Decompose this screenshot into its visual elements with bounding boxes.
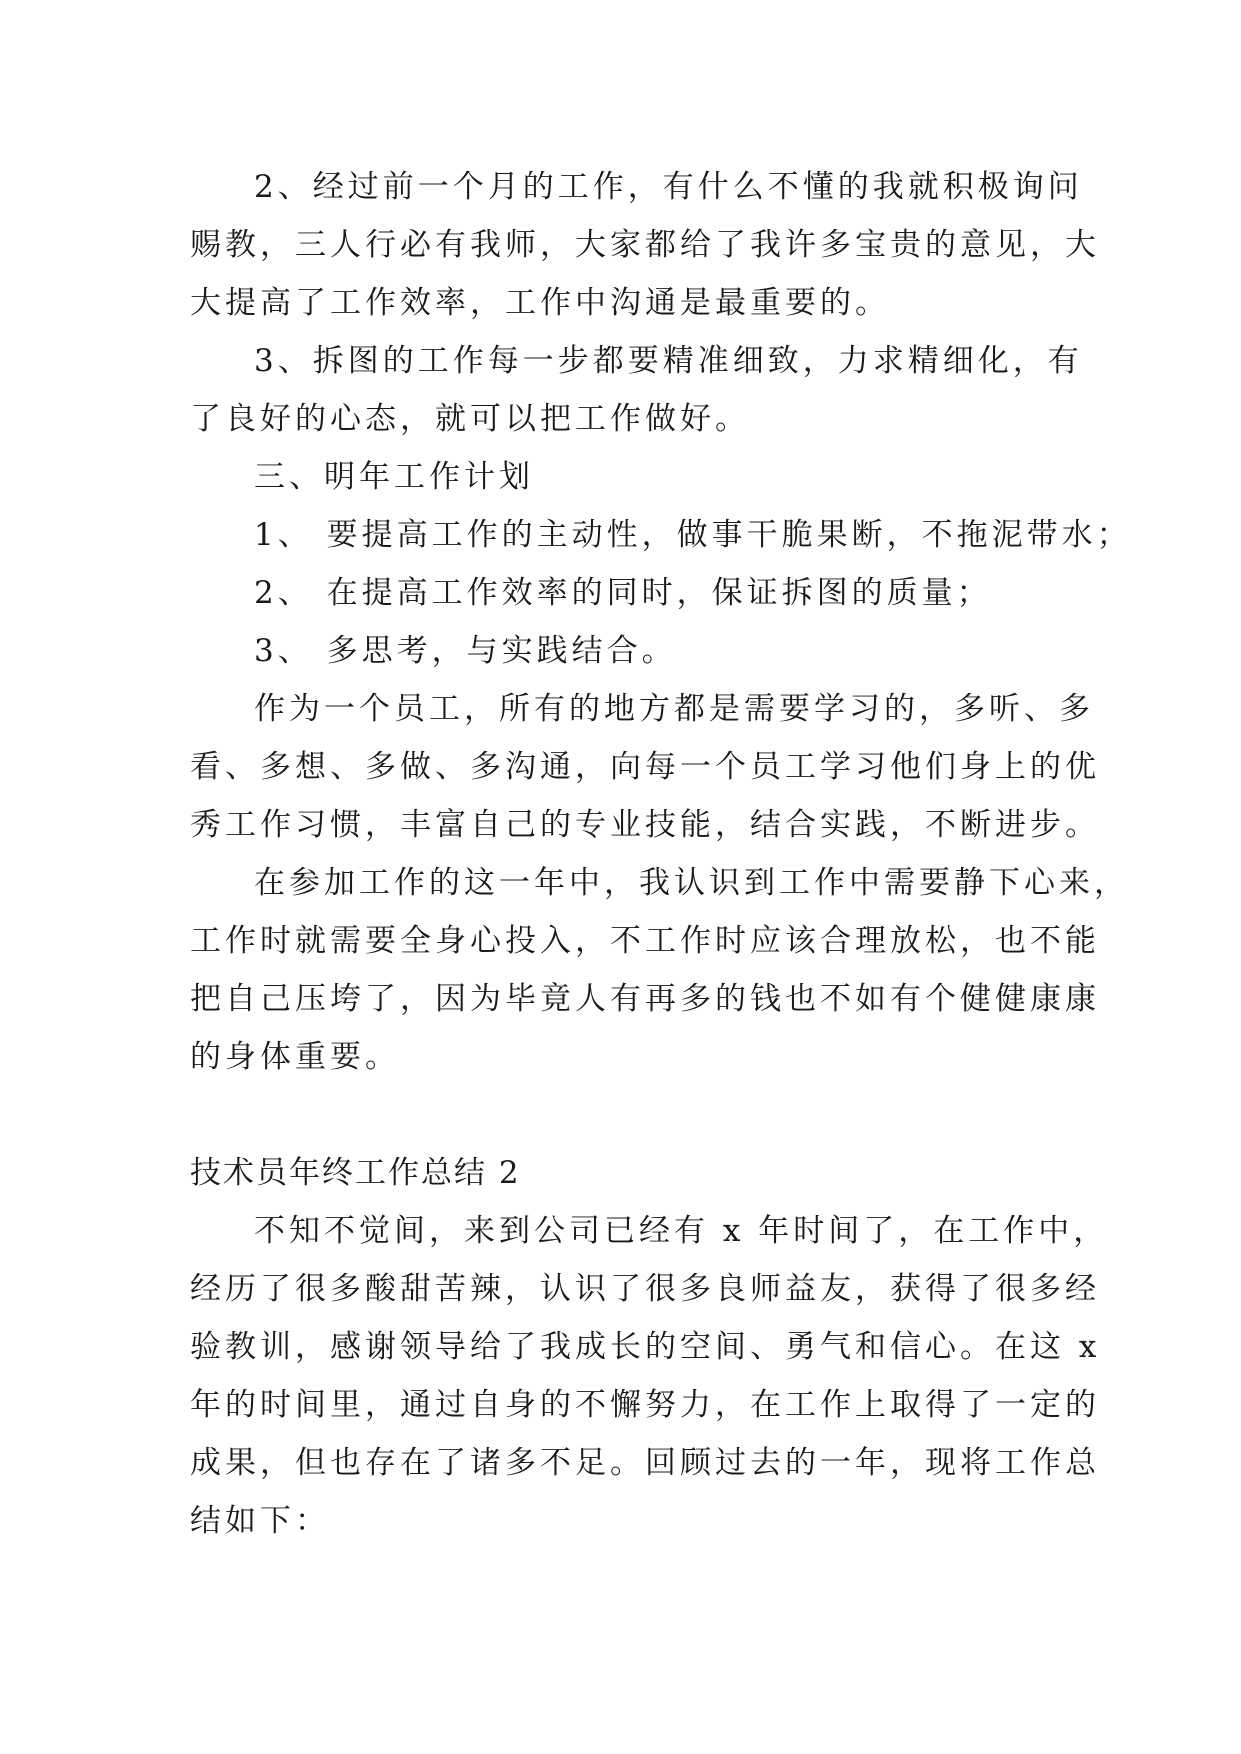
text-line: 成果，但也存在了诸多不足。回顾过去的一年，现将工作总 <box>190 1445 1100 1481</box>
paragraph-item-3 <box>190 332 1083 448</box>
text-line: 把自己压垮了，因为毕竟人有再多的钱也不如有个健健康康 <box>190 981 1100 1017</box>
plan-list-item: 3、 多思考，与实践结合。 <box>254 633 677 669</box>
section-gap <box>190 1086 1050 1144</box>
text-line: 工作时就需要全身心投入，不工作时应该合理放松，也不能 <box>190 923 1100 959</box>
section-title: 技术员年终工作总结 2 <box>190 1155 521 1191</box>
text-line: 3、拆图的工作每一步都要精准细致，力求精细化，有 <box>254 343 1083 379</box>
text-line: 赐教，三人行必有我师，大家都给了我许多宝贵的意见，大 <box>190 227 1100 263</box>
paragraph-employee <box>190 680 1100 854</box>
text-line: 了良好的心态，就可以把工作做好。 <box>190 401 750 437</box>
document-page <box>190 158 1132 1550</box>
text-line: 年的时间里，通过自身的不懈努力，在工作上取得了一定的 <box>190 1387 1100 1423</box>
text-line: 秀工作习惯，丰富自己的专业技能，结合实践，不断进步。 <box>190 807 1100 843</box>
text-line: 结如下： <box>190 1503 330 1539</box>
text-line: 验教训，感谢领导给了我成长的空间、勇气和信心。在这 x <box>190 1329 1101 1365</box>
plan-list <box>190 506 1132 680</box>
text-line: 经历了很多酸甜苦辣，认识了很多良师益友，获得了很多经 <box>190 1271 1100 1307</box>
paragraph-year <box>190 854 1129 1086</box>
text-line: 2、经过前一个月的工作，有什么不懂的我就积极询问 <box>254 169 1083 205</box>
text-line: 看、多想、多做、多沟通，向每一个员工学习他们身上的优 <box>190 749 1100 785</box>
plan-list-item: 1、 要提高工作的主动性，做事干脆果断，不拖泥带水； <box>254 517 1132 553</box>
plan-heading: 三、明年工作计划 <box>254 459 534 495</box>
text-line: 大提高了工作效率，工作中沟通是最重要的。 <box>190 285 890 321</box>
paragraph-intro <box>190 1202 1109 1550</box>
text-line: 不知不觉间，来到公司已经有 x 年时间了，在工作中， <box>254 1213 1109 1249</box>
text-line: 的身体重要。 <box>190 1039 400 1075</box>
text-line: 在参加工作的这一年中，我认识到工作中需要静下心来， <box>254 865 1129 901</box>
text-line: 作为一个员工，所有的地方都是需要学习的，多听、多 <box>254 691 1094 727</box>
paragraph-item-2 <box>190 158 1100 332</box>
plan-list-item: 2、 在提高工作效率的同时，保证拆图的质量； <box>254 575 992 611</box>
